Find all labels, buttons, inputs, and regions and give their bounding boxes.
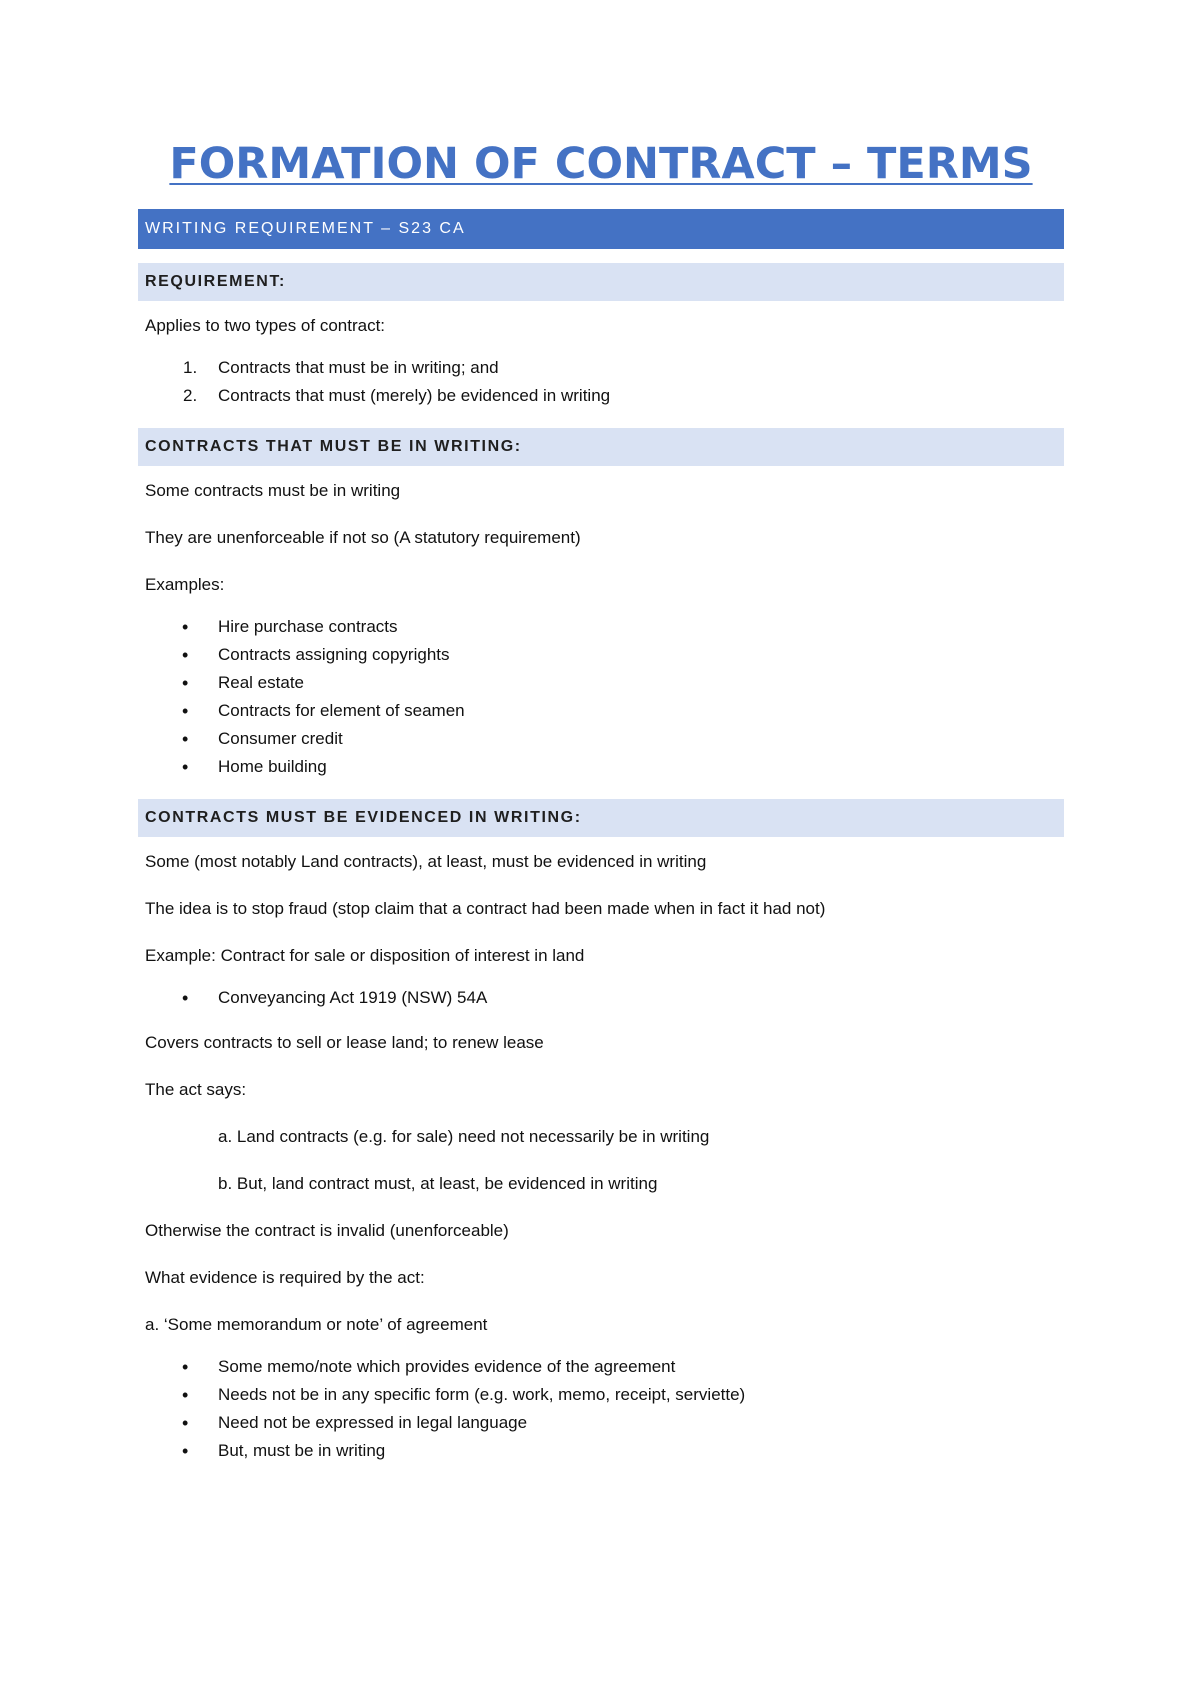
paragraph: Example: Contract for sale or disposition of interest in land (145, 946, 585, 966)
list-item: • Hire purchase contracts (138, 613, 1064, 641)
paragraph: The act says: (145, 1080, 247, 1100)
indented-paragraph: b. But, land contract must, at least, be evidenced in writing (218, 1174, 658, 1194)
list-item: • Home building (138, 753, 1064, 781)
list-item: • Need not be expressed in legal language (138, 1409, 1064, 1437)
examples-label: Examples: (145, 575, 225, 595)
subheading-contracts-evidenced-in-writing: CONTRACTS MUST BE EVIDENCED IN WRITING: (138, 799, 1064, 837)
memo-list (138, 1353, 1064, 1465)
list-number: 1. (183, 358, 198, 378)
paragraph: a. ‘Some memorandum or note’ of agreement (145, 1315, 488, 1335)
list-item: • Some memo/note which provides evidence of the agreement (138, 1353, 1064, 1381)
requirement-intro: Applies to two types of contract: (145, 316, 386, 336)
act-list (138, 984, 1064, 1012)
list-item: • Contracts for element of seamen (138, 697, 1064, 725)
list-item-text: Contracts that must (merely) be evidenced in writing (218, 386, 611, 406)
list-item: • Needs not be in any specific form (e.g. work, memo, receipt, serviette) (138, 1381, 1064, 1409)
subheading-contracts-must-be-in-writing: CONTRACTS THAT MUST BE IN WRITING: (138, 428, 1064, 466)
paragraph: Some contracts must be in writing (145, 481, 401, 501)
list-item (138, 382, 1064, 410)
paragraph: Otherwise the contract is invalid (unenforceable) (145, 1221, 509, 1241)
examples-list (138, 613, 1064, 781)
section-heading-writing-requirement: WRITING REQUIREMENT – S23 CA (138, 209, 1064, 249)
list-item: • Conveyancing Act 1919 (NSW) 54A (138, 984, 1064, 1012)
page-title: FORMATION OF CONTRACT – TERMS (169, 139, 1033, 189)
list-number: 2. (183, 386, 198, 406)
list-item: • But, must be in writing (138, 1437, 1064, 1465)
indented-paragraph: a. Land contracts (e.g. for sale) need not necessarily be in writing (218, 1127, 710, 1147)
list-item: • Real estate (138, 669, 1064, 697)
paragraph: Covers contracts to sell or lease land; to renew lease (145, 1033, 544, 1053)
list-item: • Consumer credit (138, 725, 1064, 753)
list-item-text: Contracts that must be in writing; and (218, 358, 499, 378)
list-item: • Contracts assigning copyrights (138, 641, 1064, 669)
paragraph: They are unenforceable if not so (A statutory requirement) (145, 528, 581, 548)
paragraph: The idea is to stop fraud (stop claim that a contract had been made when in fact it had not) (145, 899, 826, 919)
subheading-requirement: REQUIREMENT: (138, 263, 1064, 301)
paragraph: Some (most notably Land contracts), at least, must be evidenced in writing (145, 852, 707, 872)
document-body (138, 140, 1064, 1483)
requirement-list (138, 354, 1064, 410)
list-item (138, 354, 1064, 382)
paragraph: What evidence is required by the act: (145, 1268, 425, 1288)
